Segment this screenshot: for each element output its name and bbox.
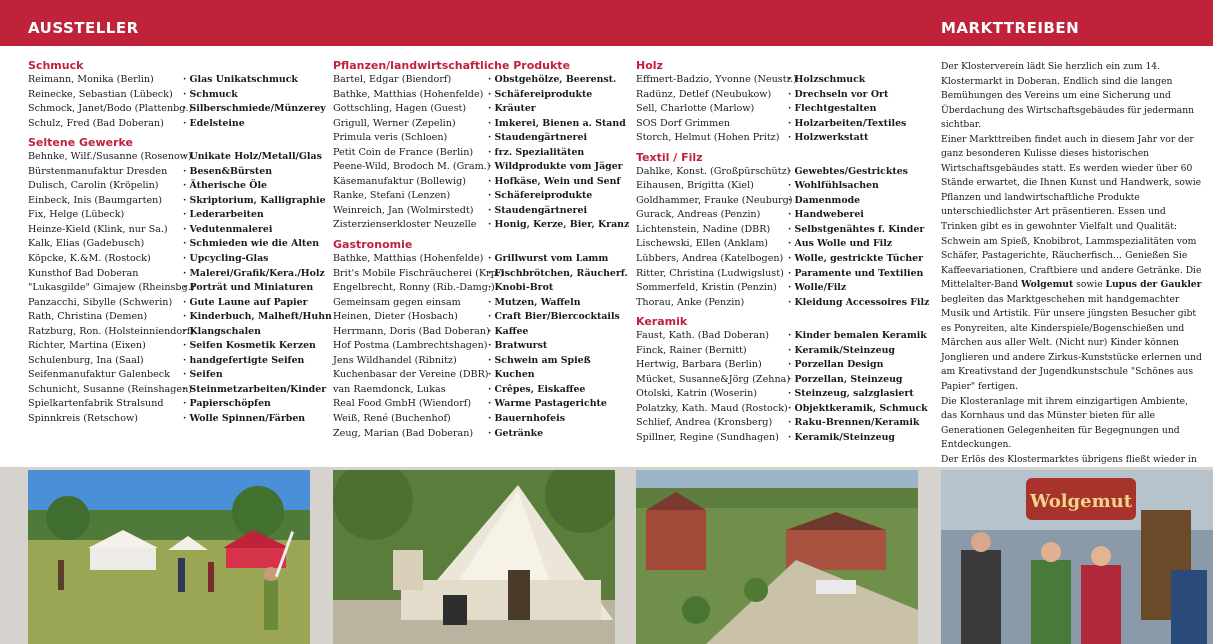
- exhibitor-row: Behnke, Wilf./Susanne (Rosenow) · Unikate Holz/Metall/Glas: [28, 150, 318, 165]
- exhibitor-row: Spinnkreis (Retschow) · Wolle Spinnen/Färben: [28, 412, 318, 427]
- exhibitor-row: "Lukasgilde" Gimajew (Rheinsbg.) · Porträt und Miniaturen: [28, 281, 318, 296]
- exhibitor-row: van Raemdonck, Lukas · Crêpes, Eiskaffee: [333, 383, 623, 398]
- exhibitor-row: Lübbers, Andrea (Katelbogen) · Wolle, gestrickte Tücher: [636, 252, 926, 267]
- exhibitor-row: Mücket, Susanne&Jörg (Zehna) · Porzellan, Steinzeug: [636, 373, 926, 388]
- exhibitor-row: Köpcke, K.&M. (Rostock) · Upcycling-Glas: [28, 252, 318, 267]
- section-title-holz: Holz: [636, 59, 663, 72]
- exhibitor-row: Spillner, Regine (Sundhagen) · Keramik/Steinzeug: [636, 431, 926, 446]
- banner-text: Wolgemut: [1029, 491, 1133, 512]
- medieval-tent-image: [333, 470, 615, 644]
- markttreiben-paragraph-4: Der Erlös des Klostermarktes übrigens fließt wieder in: [941, 453, 1197, 465]
- exhibitor-row: Polatzky, Kath. Maud (Rostock) · Objektkeramik, Schmuck: [636, 402, 926, 417]
- exhibitor-row: Gottschling, Hagen (Guest) · Kräuter: [333, 102, 623, 117]
- exhibitor-row: Kuchenbasar der Vereine (DBR) · Kuchen: [333, 368, 623, 383]
- photo-band-wolgemut: [941, 470, 1213, 644]
- list-seltene-gewerke: [28, 150, 332, 426]
- list-keramik: [636, 329, 926, 445]
- exhibitor-row: Gurack, Andreas (Penzin) · Handweberei: [636, 208, 926, 223]
- exhibitor-row: Gemeinsam gegen einsam · Mutzen, Waffeln: [333, 296, 623, 311]
- exhibitor-row: Schmock, Janet/Bodo (Plattenbg.) · Silberschmiede/Münzerey: [28, 102, 318, 117]
- exhibitor-row: Ratzburg, Ron. (Holsteinniendorf) · Klangschalen: [28, 325, 318, 340]
- list-gastronomie: [333, 252, 628, 441]
- markttreiben-paragraph-1: Der Klosterverein lädt Sie herzlich ein zum 14. Klostermarkt in Doberan. Endlich sind die langen Bemühungen des Vereins um eine Sicherung und Überdachung des Wirtschaftsgebäudes für jedermann sichtbar.: [941, 61, 1195, 131]
- exhibitor-row: Bartel, Edgar (Biendorf) · Obstgehölze, Beerenst.: [333, 73, 623, 88]
- exhibitor-row: Reimann, Monika (Berlin) · Glas Unikatschmuck: [28, 73, 318, 88]
- photo-monastery-aerial: [636, 470, 918, 644]
- exhibitor-row: Dahlke, Konst. (Großpürschütz) · Gewebtes/Gestricktes: [636, 165, 926, 180]
- exhibitor-row: Finck, Rainer (Bernitt) · Keramik/Steinzeug: [636, 344, 926, 359]
- exhibitor-row: Zeug, Marian (Bad Doberan) · Getränke: [333, 427, 623, 442]
- exhibitor-row: Ritter, Christina (Ludwigslust) · Paramente und Textilien: [636, 267, 926, 282]
- exhibitor-row: Thorau, Anke (Penzin) · Kleidung Accessoires Filz: [636, 296, 926, 311]
- section-title-textil-filz: Textil / Filz: [636, 150, 703, 164]
- exhibitor-row: Rath, Christina (Demen) · Kinderbuch, Malheft/Huhn: [28, 310, 318, 325]
- exhibitor-row: Spielkartenfabrik Stralsund · Papierschöpfen: [28, 397, 318, 412]
- exhibitor-column-3: [636, 58, 930, 446]
- exhibitor-row: Goldhammer, Frauke (Neuburg) · Damenmode: [636, 194, 926, 209]
- exhibitor-row: Engelbrecht, Ronny (Rib.-Damg.) · Knobi-Brot: [333, 281, 623, 296]
- exhibitor-row: Weinreich, Jan (Wolmirstedt) · Staudengärtnerei: [333, 204, 623, 219]
- band-name: Wolgemut: [1021, 279, 1074, 291]
- list-pflanzen: [333, 73, 630, 233]
- exhibitor-row: Herrmann, Doris (Bad Doberan) · Kaffee: [333, 325, 623, 340]
- exhibitor-column-2: [333, 58, 630, 441]
- exhibitor-column-1: [28, 58, 332, 427]
- list-schmuck: [28, 73, 326, 131]
- markttreiben-text: [941, 60, 1203, 496]
- section-title-gastronomie: Gastronomie: [333, 238, 413, 252]
- exhibitor-row: Kalk, Elias (Gadebusch) · Schmieden wie die Alten: [28, 237, 318, 252]
- exhibitor-row: Sell, Charlotte (Marlow) · Flechtgestalten: [636, 102, 926, 117]
- exhibitor-row: Weiß, René (Buchenhof) · Bauernhofeis: [333, 412, 623, 427]
- exhibitor-row: Schunicht, Susanne (Reinshagen) · Steinmetzarbeiten/Kinder: [28, 383, 318, 398]
- exhibitor-row: Faust, Kath. (Bad Doberan) · Kinder bemalen Keramik: [636, 329, 926, 344]
- exhibitor-row: Primula veris (Schloen) · Staudengärtnerei: [333, 131, 623, 146]
- exhibitor-row: Dulisch, Carolin (Kröpelin) · Ätherische Öle: [28, 179, 318, 194]
- aussteller-title: AUSSTELLER: [28, 19, 139, 37]
- exhibitor-row: Einbeck, Inis (Baumgarten) · Skriptorium, Kalligraphie: [28, 194, 318, 209]
- exhibitor-row: Lischewski, Ellen (Anklam) · Aus Wolle und Filz: [636, 237, 926, 252]
- exhibitor-row: Kunsthof Bad Doberan · Malerei/Grafik/Kera./Holz: [28, 267, 318, 282]
- list-textil-filz: [636, 165, 930, 310]
- exhibitor-row: Schlief, Andrea (Kronsberg) · Raku-Brennen/Keramik: [636, 416, 926, 431]
- exhibitor-row: Effmert-Badzio, Yvonne (Neustr.) · Holzschmuck: [636, 73, 926, 88]
- exhibitor-row: Brit's Mobile Fischräucherei (Krp.) · Fischbrötchen, Räucherf.: [333, 267, 623, 282]
- exhibitor-row: Grigull, Werner (Zepelin) · Imkerei, Bienen a. Stand: [333, 117, 623, 132]
- exhibitor-row: Bathke, Matthias (Hohenfelde) · Schäfereiprodukte: [333, 88, 623, 103]
- section-title-keramik: Keramik: [636, 315, 688, 329]
- section-title-seltene-gewerke: Seltene Gewerke: [28, 136, 134, 150]
- exhibitor-row: Schulenburg, Ina (Saal) · handgefertigte Seifen: [28, 354, 318, 369]
- exhibitor-row: Käsemanufaktur (Bollewig) · Hofkäse, Wein und Senf: [333, 175, 623, 190]
- photo-juggling-market: [28, 470, 310, 644]
- exhibitor-row: Sommerfeld, Kristin (Penzin) · Wolle/Filz: [636, 281, 926, 296]
- exhibitor-row: Bürstenmanufaktur Dresden · Besen&Bürsten: [28, 165, 318, 180]
- exhibitor-row: Hof Postma (Lambrechtshagen) · Bratwurst: [333, 339, 623, 354]
- exhibitor-row: Lichtenstein, Nadine (DBR) · Selbstgenähtes f. Kinder: [636, 223, 926, 238]
- exhibitor-row: Jens Wildhandel (Ribnitz) · Schwein am Spieß: [333, 354, 623, 369]
- exhibitor-row: Storch, Helmut (Hohen Pritz) · Holzwerkstatt: [636, 131, 926, 146]
- photo-medieval-tent: [333, 470, 615, 644]
- exhibitor-row: Seifenmanufaktur Galenbeck · Seifen: [28, 368, 318, 383]
- exhibitor-row: Petit Coin de France (Berlin) · frz. Spezialitäten: [333, 146, 623, 161]
- exhibitor-row: Fix, Helge (Lübeck) · Lederarbeiten: [28, 208, 318, 223]
- exhibitor-row: Eihausen, Brigitta (Kiel) · Wohlfühlsachen: [636, 179, 926, 194]
- exhibitor-row: SOS Dorf Grimmen · Holzarbeiten/Textiles: [636, 117, 926, 132]
- exhibitor-row: Panzacchi, Sibylle (Schwerin) · Gute Laune auf Papier: [28, 296, 318, 311]
- exhibitor-row: Radünz, Detlef (Neubukow) · Drechseln vor Ort: [636, 88, 926, 103]
- exhibitor-row: Otolski, Katrin (Woserin) · Steinzeug, salzglasiert: [636, 387, 926, 402]
- exhibitor-row: Bathke, Matthias (Hohenfelde) · Grillwurst vom Lamm: [333, 252, 623, 267]
- juggling-market-image: [28, 470, 310, 644]
- exhibitor-row: Zisterzienserkloster Neuzelle · Honig, Kerze, Bier, Kranz: [333, 218, 623, 233]
- markttreiben-title: MARKTTREIBEN: [941, 19, 1080, 37]
- monastery-aerial-image: [636, 470, 918, 644]
- exhibitor-row: Schulz, Fred (Bad Doberan) · Edelsteine: [28, 117, 318, 132]
- list-holz: [636, 73, 926, 146]
- section-title-pflanzen: Pflanzen/landwirtschaftliche Produkte: [333, 59, 571, 72]
- exhibitor-row: Hertwig, Barbara (Berlin) · Porzellan Design: [636, 358, 926, 373]
- exhibitor-row: Real Food GmbH (Wiendorf) · Warme Pastagerichte: [333, 397, 623, 412]
- exhibitor-row: Heinen, Dieter (Hosbach) · Craft Bier/Biercocktails: [333, 310, 623, 325]
- markttreiben-paragraph-3: Die Klosteranlage mit ihrem einzigartigen Ambiente, das Kornhaus und das Münster bieten für alle Generationen Gelegenheiten für Begegnungen und Entdeckungen.: [941, 395, 1189, 451]
- exhibitor-row: Ranke, Stefani (Lenzen) · Schäfereiprodukte: [333, 189, 623, 204]
- exhibitor-row: Peene-Wild, Brodoch M. (Gram.) · Wildprodukte vom Jäger: [333, 160, 623, 175]
- markttreiben-paragraph-2: Einer Markttreiben findet auch in diesem Jahr vor der ganz besonderen Kulisse dieses historischen Wirtschaftsgebäudes statt. Es werden wieder über 60 Stände erwartet, die Ihnen Kunst und Handwerk, sowie Pflanzen und landwirtschaftliche Produkte unterschiedlichster Art präsentieren. Essen und Trinken gibt es in gewohnter Vielfalt und Qualität: Schwein am Spieß, Knobibrot, Lammspezialitäten vom Schäfer, Pastagerichte, Räucherfisch… Genießen Sie Kaffeevariationen, Craftbiere und andere Getränke. Die Mittelalter-Band Wolgemut sowie Lupus der Gaukler begleiten das Marktgeschehen mit handgemachter Musik und Artistik. Für unsere jüngsten Besucher gibt es Ponyreiten, alte Kinderspiele/Bogenschießen und Märchen aus aller Welt. (Nicht nur) Kinder können Jonglieren und andere Zirkus-Kunststücke erlernen und am Kreativstand der Jugendkunstschule "Schönes aus Papier" fertigen.: [941, 133, 1202, 393]
- gaukler-name: Lupus der Gaukler: [1105, 279, 1202, 291]
- exhibitor-row: Richter, Martina (Eixen) · Seifen Kosmetik Kerzen: [28, 339, 318, 354]
- band-wolgemut-image: [941, 470, 1213, 644]
- section-title-schmuck: Schmuck: [28, 59, 84, 72]
- exhibitor-row: Heinze-Kield (Klink, nur Sa.) · Vedutenmalerei: [28, 223, 318, 238]
- exhibitor-row: Reinecke, Sebastian (Lübeck) · Schmuck: [28, 88, 318, 103]
